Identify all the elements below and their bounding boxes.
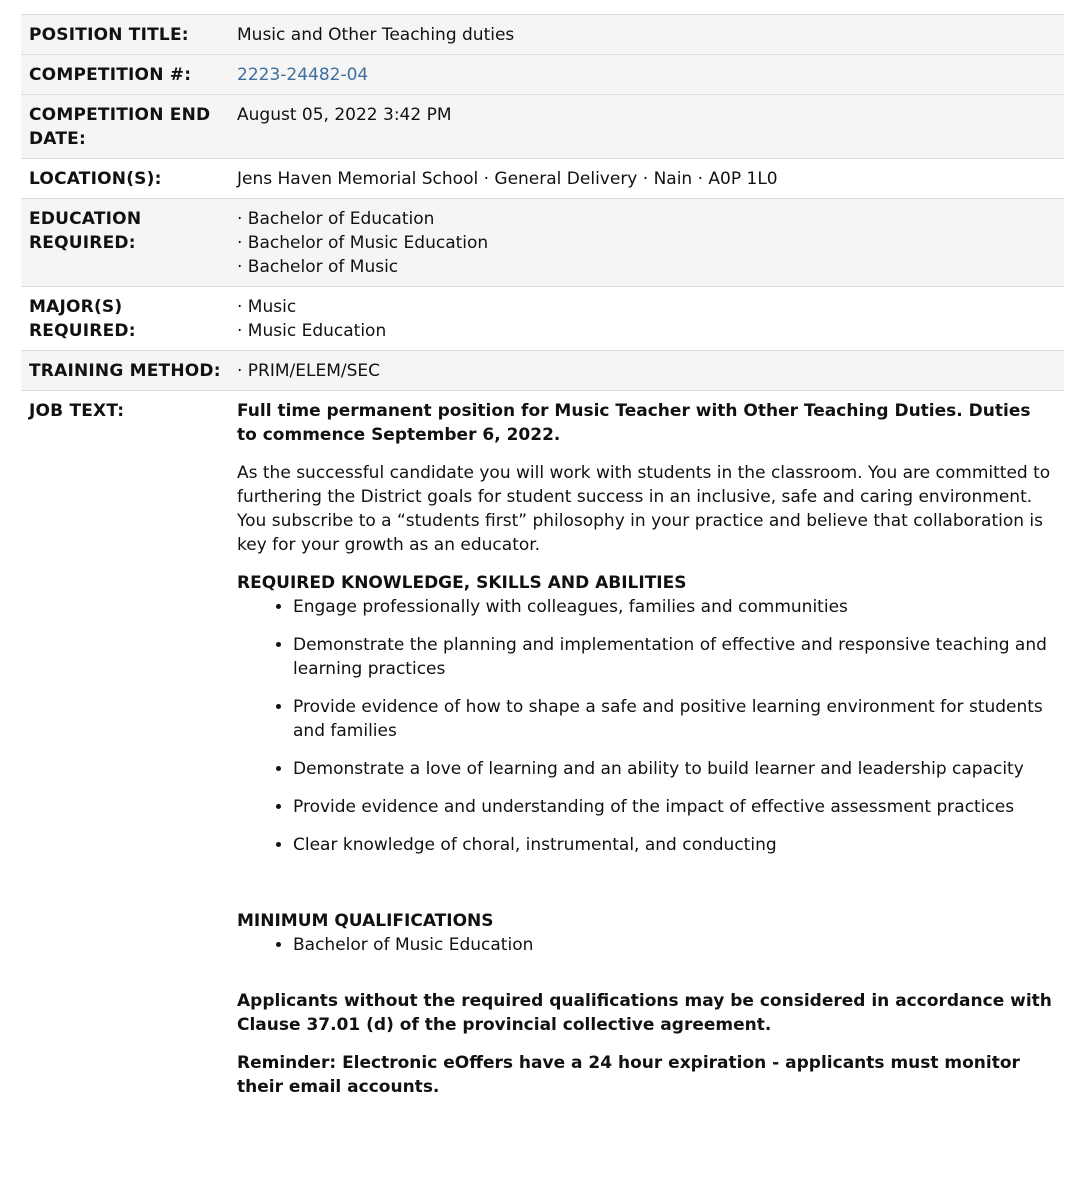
row-position-title — [21, 15, 1064, 55]
label-competition-end-date: COMPETITION END DATE: — [21, 95, 229, 159]
label-job-text: JOB TEXT: — [21, 391, 229, 1121]
row-education-required — [21, 199, 1064, 287]
posting-table — [21, 14, 1064, 1120]
row-training-method — [21, 351, 1064, 391]
value-majors-required — [229, 287, 1064, 351]
min-qualifications-list — [237, 933, 1056, 957]
row-majors-required — [21, 287, 1064, 351]
row-job-text — [21, 391, 1064, 1121]
label-education-required: EDUCATION REQUIRED: — [21, 199, 229, 287]
ksa-list — [237, 595, 1056, 857]
min-qualifications-heading: MINIMUM QUALIFICATIONS — [237, 911, 494, 931]
list-item: • Demonstrate a love of learning and an ability to build learner and leadership capacity — [293, 757, 1056, 781]
education-item: · Bachelor of Education — [237, 209, 435, 229]
label-competition-number: COMPETITION #: — [21, 55, 229, 95]
competition-number-link[interactable]: 2223-24482-04 — [237, 65, 369, 85]
value-education-required — [229, 199, 1064, 287]
label-location: LOCATION(S): — [21, 159, 229, 199]
list-item: • Engage professionally with colleagues, families and communities — [293, 595, 1056, 619]
major-item: · Music — [237, 297, 297, 317]
list-item: • Demonstrate the planning and implementation of effective and responsive teaching and learning practices — [293, 633, 1056, 681]
value-job-text — [229, 391, 1064, 1121]
value-position-title: Music and Other Teaching duties — [229, 15, 1064, 55]
label-position-title: POSITION TITLE: — [21, 15, 229, 55]
job-intro-bold: Full time permanent position for Music Teacher with Other Teaching Duties. Duties to commence September 6, 2022. — [237, 401, 1031, 445]
value-location: Jens Haven Memorial School · General Delivery · Nain · A0P 1L0 — [229, 159, 1064, 199]
label-training-method: TRAINING METHOD: — [21, 351, 229, 391]
list-item: • Bachelor of Music Education — [293, 933, 1056, 957]
row-competition-end-date — [21, 95, 1064, 159]
list-item: • Provide evidence of how to shape a safe and positive learning environment for students and families — [293, 695, 1056, 743]
education-item: · Bachelor of Music — [237, 257, 399, 277]
value-competition-end-date: August 05, 2022 3:42 PM — [229, 95, 1064, 159]
value-training-method: · PRIM/ELEM/SEC — [229, 351, 1064, 391]
job-intro: As the successful candidate you will work with students in the classroom. You are committed to furthering the District goals for student success in an inclusive, safe and caring environment. You subscribe to a “students first” philosophy in your practice and believe that collaboration is key for your growth as an educator. — [237, 463, 1051, 555]
row-location — [21, 159, 1064, 199]
major-item: · Music Education — [237, 321, 387, 341]
label-majors-required: MAJOR(S) REQUIRED: — [21, 287, 229, 351]
list-item: • Clear knowledge of choral, instrumental, and conducting — [293, 833, 1056, 857]
eoffer-reminder: Reminder: Electronic eOffers have a 24 hour expiration - applicants must monitor their email accounts. — [237, 1053, 1020, 1097]
ksa-heading: REQUIRED KNOWLEDGE, SKILLS AND ABILITIES — [237, 573, 687, 593]
list-item: • Provide evidence and understanding of the impact of effective assessment practices — [293, 795, 1056, 819]
education-item: · Bachelor of Music Education — [237, 233, 489, 253]
qualifications-note: Applicants without the required qualifications may be considered in accordance with Clause 37.01 (d) of the provincial collective agreement. — [237, 991, 1052, 1035]
row-competition-number — [21, 55, 1064, 95]
job-posting — [21, 14, 1064, 1120]
